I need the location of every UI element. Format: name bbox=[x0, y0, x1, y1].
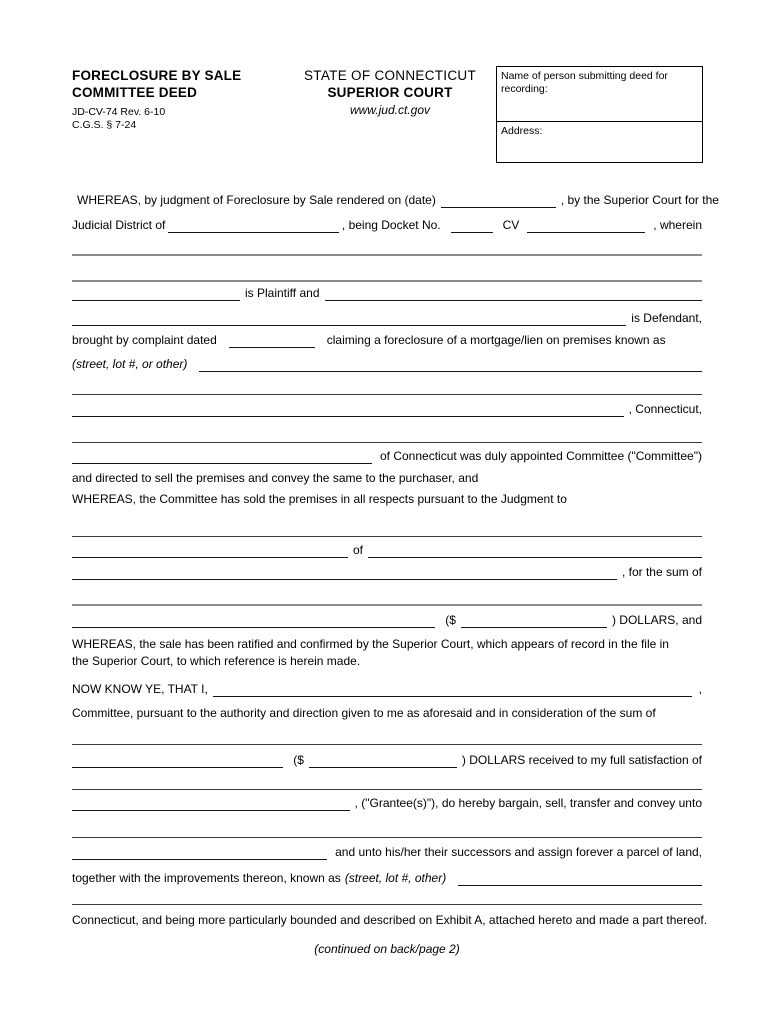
form-row-defendant bbox=[72, 310, 702, 326]
static-text: of bbox=[353, 543, 364, 557]
form-row-town bbox=[72, 401, 702, 417]
static-text: is Plaintiff and bbox=[245, 286, 320, 300]
form-row-committee bbox=[72, 448, 702, 464]
field-judicial-district[interactable] bbox=[168, 218, 339, 233]
field-property-address-line-2[interactable] bbox=[72, 904, 702, 905]
form-title-block bbox=[72, 67, 241, 132]
form-row-consideration-dollars bbox=[72, 752, 702, 768]
static-text: (street, lot #, or other) bbox=[72, 357, 188, 371]
paragraph-committee-pursuant: Committee, pursuant to the authority and direction given to me as aforesaid and in consideration of the sum of bbox=[72, 706, 656, 720]
field-defendant-name-line-1[interactable] bbox=[325, 286, 703, 301]
static-text: , bbox=[698, 682, 702, 696]
field-sale-amount-numeric[interactable] bbox=[461, 613, 607, 628]
field-judgment-date[interactable] bbox=[441, 193, 556, 208]
paragraph-directed: and directed to sell the premises and convey the same to the purchaser, and bbox=[72, 471, 479, 485]
field-defendant-name-line-2[interactable] bbox=[72, 311, 626, 326]
static-text: , ("Grantee(s)"), do hereby bargain, sell, transfer and convey unto bbox=[354, 796, 702, 810]
paragraph-whereas-sold: WHEREAS, the Committee has sold the premises in all respects pursuant to the Judgment to bbox=[72, 492, 567, 506]
static-text: of Connecticut was duly appointed Committee ("Committee") bbox=[380, 449, 702, 463]
field-purchaser-address-line-1[interactable] bbox=[368, 543, 702, 558]
static-text: (street, lot #, other) bbox=[344, 871, 447, 885]
form-row-judgment-date bbox=[72, 192, 719, 208]
form-title-line-2: COMMITTEE DEED bbox=[72, 85, 198, 100]
field-premises-town[interactable] bbox=[72, 402, 624, 417]
field-premises-address-line-1[interactable] bbox=[199, 357, 702, 372]
state-name: STATE OF CONNECTICUT bbox=[304, 68, 476, 83]
continuation-note: (continued on back/page 2) bbox=[314, 942, 460, 956]
form-row-now-know-ye bbox=[72, 681, 702, 697]
static-text: Judicial District of bbox=[72, 218, 166, 232]
recording-address-area[interactable] bbox=[497, 122, 702, 160]
paragraph-exhibit: Connecticut, and being more particularly bounded and described on Exhibit A, attached hereto and made a part thereof. bbox=[72, 913, 708, 927]
form-row-grantee bbox=[72, 795, 702, 811]
form-row-street bbox=[72, 356, 702, 372]
court-name: SUPERIOR COURT bbox=[327, 85, 453, 100]
paragraph-ratified: WHEREAS, the sale has been ratified and confirmed by the Superior Court, which appears of record in the file in the Superior Court, to which reference is herein made. bbox=[72, 637, 669, 668]
field-committee-name-line-1[interactable] bbox=[72, 442, 702, 443]
field-sale-amount-words-line-1[interactable] bbox=[72, 604, 702, 606]
form-row-improvements bbox=[72, 870, 702, 886]
field-plaintiff-name[interactable] bbox=[72, 286, 240, 301]
field-grantee-name-line-1[interactable] bbox=[72, 789, 702, 790]
field-committee-signer-name[interactable] bbox=[213, 682, 692, 697]
field-grantee-name-line-2[interactable] bbox=[72, 796, 350, 811]
court-header-block bbox=[250, 67, 530, 118]
static-text: , being Docket No. bbox=[341, 218, 441, 232]
form-row-docket bbox=[72, 217, 702, 233]
recording-info-box bbox=[496, 66, 703, 163]
static-text: , Connecticut, bbox=[628, 402, 702, 416]
recording-address-label: Address: bbox=[501, 125, 543, 137]
field-committee-name-line-2[interactable] bbox=[72, 449, 372, 464]
static-text: and unto his/her their successors and assign forever a parcel of land, bbox=[335, 845, 702, 859]
static-text: ) DOLLARS, and bbox=[611, 613, 702, 627]
field-caption-line-1[interactable] bbox=[72, 254, 702, 256]
static-text: ($ bbox=[445, 613, 456, 627]
static-text: claiming a foreclosure of a mortgage/lien on premises known as bbox=[326, 333, 666, 347]
field-consideration-words-line-2[interactable] bbox=[72, 753, 283, 768]
static-text: is Defendant, bbox=[631, 311, 702, 325]
form-row-sale-dollars bbox=[72, 612, 702, 628]
static-text: CV bbox=[502, 218, 520, 232]
static-text: WHEREAS, by judgment of Foreclosure by Sale rendered on (date) bbox=[77, 193, 436, 207]
statute-reference: C.G.S. § 7-24 bbox=[72, 119, 137, 131]
field-grantee-successors-line-1[interactable] bbox=[72, 837, 702, 838]
recording-name-area[interactable] bbox=[497, 67, 702, 122]
recording-name-label: Name of person submitting deed for recording: bbox=[501, 70, 668, 95]
form-code: JD-CV-74 Rev. 6-10 bbox=[72, 106, 166, 118]
static-text: together with the improvements thereon, known as bbox=[72, 871, 341, 885]
static-text: , by the Superior Court for the bbox=[560, 193, 719, 207]
static-text: , wherein bbox=[653, 218, 702, 232]
form-row-purchaser-of bbox=[72, 542, 702, 558]
form-row-sum-of bbox=[72, 564, 702, 580]
form-title-line-1: FORECLOSURE BY SALE bbox=[72, 68, 242, 83]
field-property-address-line-1[interactable] bbox=[458, 871, 702, 886]
field-purchaser-name-line-1[interactable] bbox=[72, 536, 702, 537]
form-row-complaint-date bbox=[72, 332, 702, 348]
field-consideration-numeric[interactable] bbox=[309, 753, 457, 768]
form-row-successors bbox=[72, 844, 702, 860]
field-purchaser-address-line-2[interactable] bbox=[72, 565, 617, 580]
field-premises-address-line-2[interactable] bbox=[72, 394, 702, 395]
static-text: NOW KNOW YE, THAT I, bbox=[72, 682, 208, 696]
field-sale-amount-words-line-2[interactable] bbox=[72, 613, 435, 628]
static-text: brought by complaint dated bbox=[72, 333, 217, 347]
field-purchaser-name-line-2[interactable] bbox=[72, 543, 348, 558]
field-caption-line-2[interactable] bbox=[72, 280, 702, 282]
field-complaint-date[interactable] bbox=[229, 333, 315, 348]
field-docket-number-suffix[interactable] bbox=[527, 218, 645, 233]
field-grantee-successors-line-2[interactable] bbox=[72, 845, 327, 860]
static-text: , for the sum of bbox=[621, 565, 702, 579]
static-text: ) DOLLARS received to my full satisfaction of bbox=[461, 753, 702, 767]
static-text: ($ bbox=[293, 753, 304, 767]
form-row-plaintiff bbox=[72, 285, 702, 301]
field-consideration-words-line-1[interactable] bbox=[72, 744, 702, 745]
field-docket-number-prefix[interactable] bbox=[451, 218, 493, 233]
court-website: www.jud.ct.gov bbox=[349, 103, 431, 117]
